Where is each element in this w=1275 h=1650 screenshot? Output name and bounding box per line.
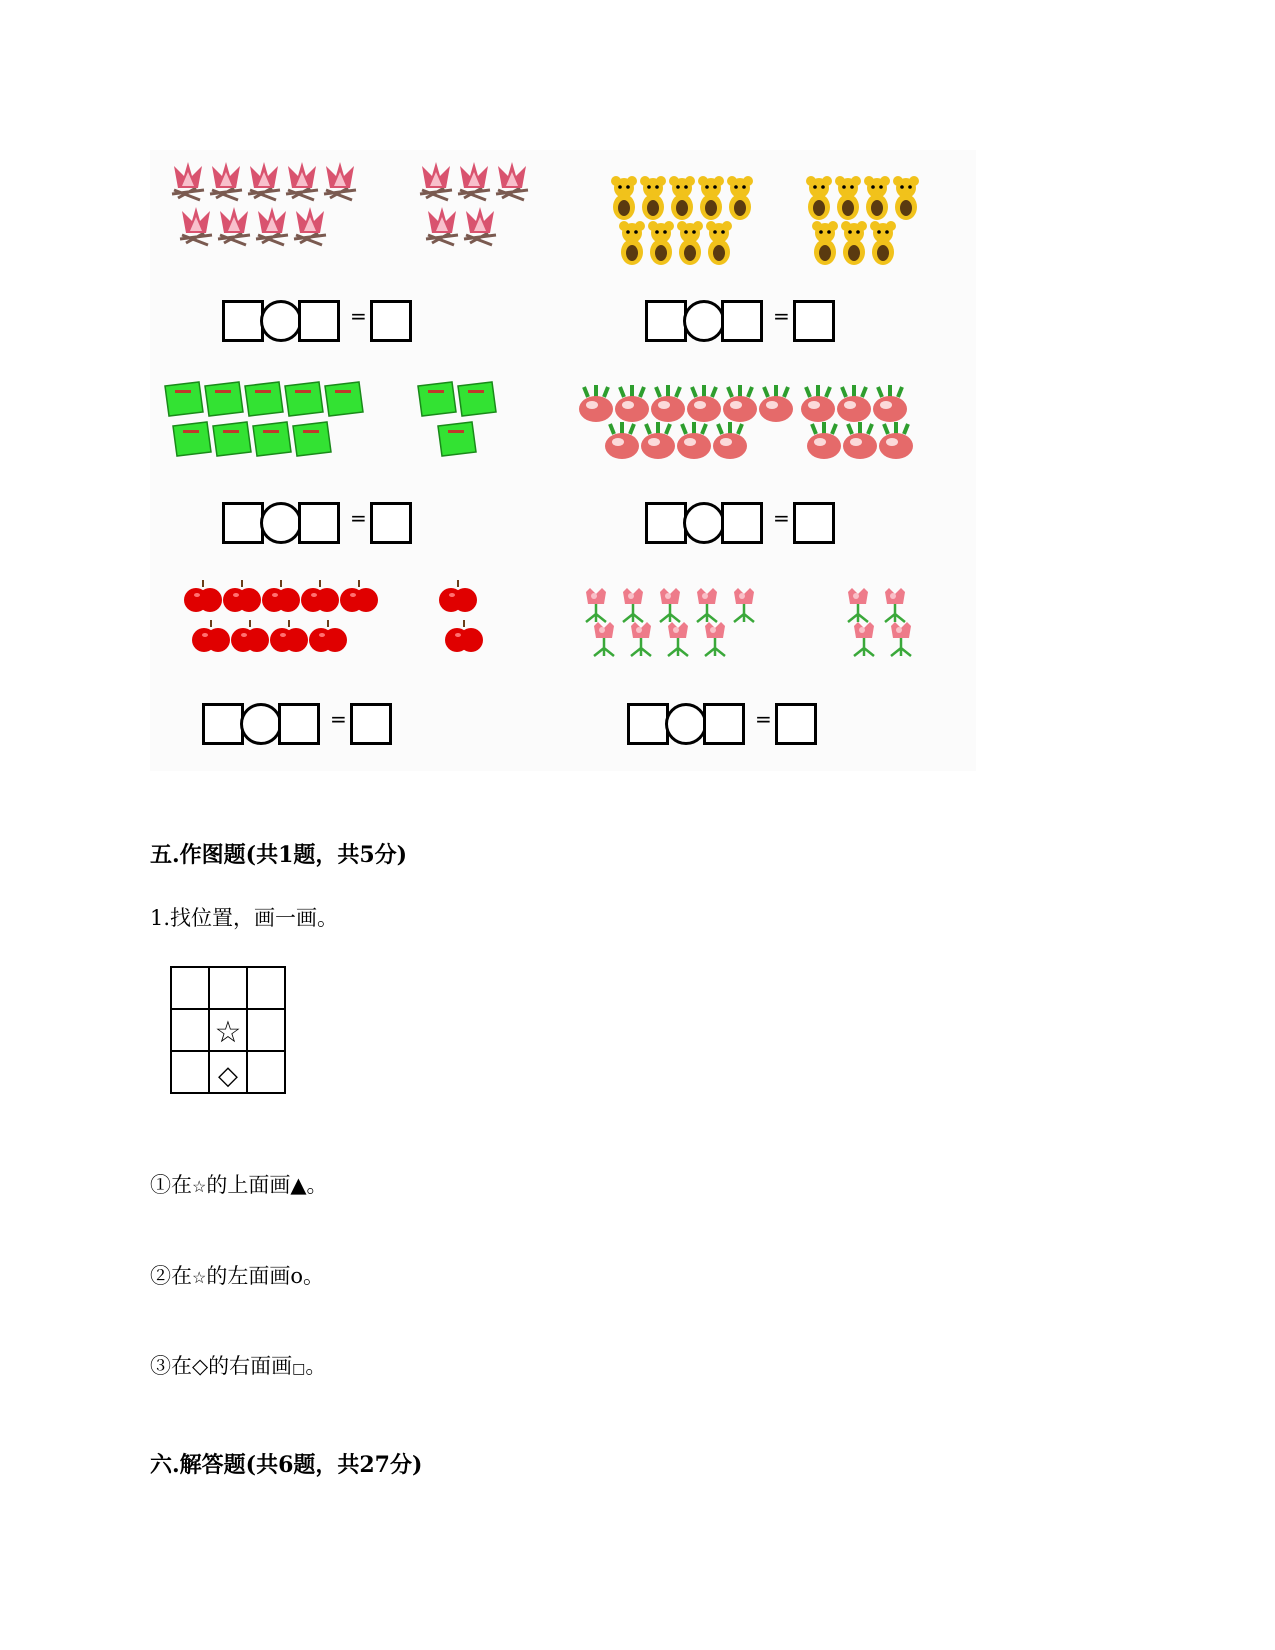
green-book-icon — [253, 422, 291, 456]
lotus-flower-icon — [426, 207, 458, 245]
tulip-flower-icon — [885, 588, 905, 622]
picture-groups — [150, 150, 976, 771]
radish-icon — [713, 422, 747, 459]
star-icon: ☆ — [214, 1015, 242, 1050]
radish-icon — [879, 422, 913, 459]
equals-sign: = — [773, 304, 790, 328]
green-book-icon — [245, 382, 283, 416]
diamond-icon: ◇ — [192, 1354, 209, 1378]
radish-icon — [641, 422, 675, 459]
answer-box[interactable] — [793, 502, 835, 544]
equals-sign: = — [773, 506, 790, 530]
answer-box[interactable] — [793, 300, 835, 342]
green-book-icon — [165, 382, 203, 416]
equals-sign: = — [350, 304, 367, 328]
teddy-bear-icon — [835, 176, 861, 220]
green-book-icon — [293, 422, 331, 456]
teddy-bear-icon — [870, 221, 896, 265]
teddy-bear-icon — [806, 176, 832, 220]
lotus-flower-icon — [458, 162, 490, 200]
radish-icon — [615, 385, 649, 422]
radish-icon — [579, 385, 613, 422]
radish-icon — [677, 422, 711, 459]
equals-sign: = — [350, 506, 367, 530]
radish-icon — [843, 422, 877, 459]
red-apple-icon — [340, 580, 378, 612]
teddy-bear-icon — [698, 176, 724, 220]
lotus-flower-icon — [248, 162, 280, 200]
teddy-bear-icon — [841, 221, 867, 265]
star-icon: ☆ — [192, 1268, 207, 1287]
answer-box[interactable] — [370, 502, 412, 544]
red-apple-icon — [262, 580, 300, 612]
red-apple-icon — [445, 620, 483, 652]
radish-icon — [651, 385, 685, 422]
item-2: ②在☆的左面画o。 — [150, 1264, 324, 1288]
lotus-flower-icon — [286, 162, 318, 200]
red-apple-icon — [192, 620, 230, 652]
green-book-icon — [213, 422, 251, 456]
number-box-1[interactable] — [645, 502, 687, 544]
tulip-flower-icon — [891, 622, 911, 656]
green-book-icon — [458, 382, 496, 416]
tulip-flower-icon — [586, 588, 606, 622]
red-apple-icon — [223, 580, 261, 612]
red-apple-icon — [270, 620, 308, 652]
number-box-1[interactable] — [645, 300, 687, 342]
number-box-1[interactable] — [627, 703, 669, 745]
green-book-icon — [285, 382, 323, 416]
tulip-flower-icon — [854, 622, 874, 656]
tulip-flower-icon — [594, 622, 614, 656]
tulip-flower-icon — [668, 622, 688, 656]
teddy-bear-icon — [648, 221, 674, 265]
teddy-bear-icon — [619, 221, 645, 265]
teddy-bear-icon — [611, 176, 637, 220]
green-book-icon — [325, 382, 363, 416]
operator-circle[interactable] — [683, 502, 725, 544]
item-3-number: ③ — [150, 1354, 171, 1378]
operator-circle[interactable] — [683, 300, 725, 342]
tulip-flower-icon — [631, 622, 651, 656]
red-apple-icon — [301, 580, 339, 612]
teddy-bear-icon — [812, 221, 838, 265]
tulip-flower-icon — [734, 588, 754, 622]
number-box-2[interactable] — [298, 300, 340, 342]
lotus-flower-icon — [172, 162, 204, 200]
number-box-1[interactable] — [222, 502, 264, 544]
red-apple-icon — [184, 580, 222, 612]
lotus-flower-icon — [180, 207, 212, 245]
teddy-bear-icon — [893, 176, 919, 220]
lotus-flower-icon — [324, 162, 356, 200]
green-book-icon — [438, 422, 476, 456]
red-apple-icon — [231, 620, 269, 652]
number-box-2[interactable] — [298, 502, 340, 544]
number-box-1[interactable] — [222, 300, 264, 342]
item-3: ③在◇的右面画□。 — [150, 1354, 327, 1378]
operator-circle[interactable] — [260, 502, 302, 544]
lotus-flower-icon — [294, 207, 326, 245]
green-book-icon — [173, 422, 211, 456]
operator-circle[interactable] — [240, 703, 282, 745]
green-book-icon — [205, 382, 243, 416]
section-6-heading: 六.解答题(共6题，共27分) — [150, 1452, 423, 1478]
number-box-1[interactable] — [202, 703, 244, 745]
question-1-text: 1.找位置，画一画。 — [150, 906, 339, 930]
red-apple-icon — [439, 580, 477, 612]
lotus-flower-icon — [218, 207, 250, 245]
teddy-bear-icon — [706, 221, 732, 265]
lotus-flower-icon — [496, 162, 528, 200]
item-2-number: ② — [150, 1264, 171, 1288]
star-icon: ☆ — [192, 1177, 207, 1196]
teddy-bear-icon — [727, 176, 753, 220]
radish-icon — [723, 385, 757, 422]
teddy-bear-icon — [677, 221, 703, 265]
tulip-flower-icon — [848, 588, 868, 622]
radish-icon — [807, 422, 841, 459]
lotus-flower-icon — [210, 162, 242, 200]
tulip-flower-icon — [660, 588, 680, 622]
radish-icon — [687, 385, 721, 422]
radish-icon — [837, 385, 871, 422]
number-box-2[interactable] — [278, 703, 320, 745]
radish-icon — [759, 385, 793, 422]
equals-sign: = — [330, 707, 347, 731]
red-apple-icon — [309, 620, 347, 652]
teddy-bear-icon — [669, 176, 695, 220]
lotus-flower-icon — [420, 162, 452, 200]
operator-circle[interactable] — [260, 300, 302, 342]
number-box-2[interactable] — [721, 502, 763, 544]
circle-icon: o — [290, 1264, 303, 1288]
teddy-bear-icon — [640, 176, 666, 220]
teddy-bear-icon — [864, 176, 890, 220]
radish-icon — [605, 422, 639, 459]
answer-box[interactable] — [775, 703, 817, 745]
tulip-flower-icon — [697, 588, 717, 622]
section-5-heading: 五.作图题(共1题，共5分) — [150, 842, 408, 868]
item-1: ①在☆的上面画▲。 — [150, 1173, 328, 1197]
answer-box[interactable] — [350, 703, 392, 745]
operator-circle[interactable] — [665, 703, 707, 745]
item-1-number: ① — [150, 1173, 171, 1197]
square-icon: □ — [292, 1361, 306, 1377]
radish-icon — [873, 385, 907, 422]
position-grid — [170, 966, 286, 1094]
equals-sign: = — [755, 707, 772, 731]
green-book-icon — [418, 382, 456, 416]
number-box-2[interactable] — [721, 300, 763, 342]
lotus-flower-icon — [256, 207, 288, 245]
diamond-icon: ◇ — [218, 1061, 238, 1091]
counting-picture-figure — [150, 150, 976, 771]
tulip-flower-icon — [705, 622, 725, 656]
lotus-flower-icon — [464, 207, 496, 245]
radish-icon — [801, 385, 835, 422]
number-box-2[interactable] — [703, 703, 745, 745]
answer-box[interactable] — [370, 300, 412, 342]
triangle-icon: ▲ — [290, 1173, 307, 1197]
tulip-flower-icon — [623, 588, 643, 622]
